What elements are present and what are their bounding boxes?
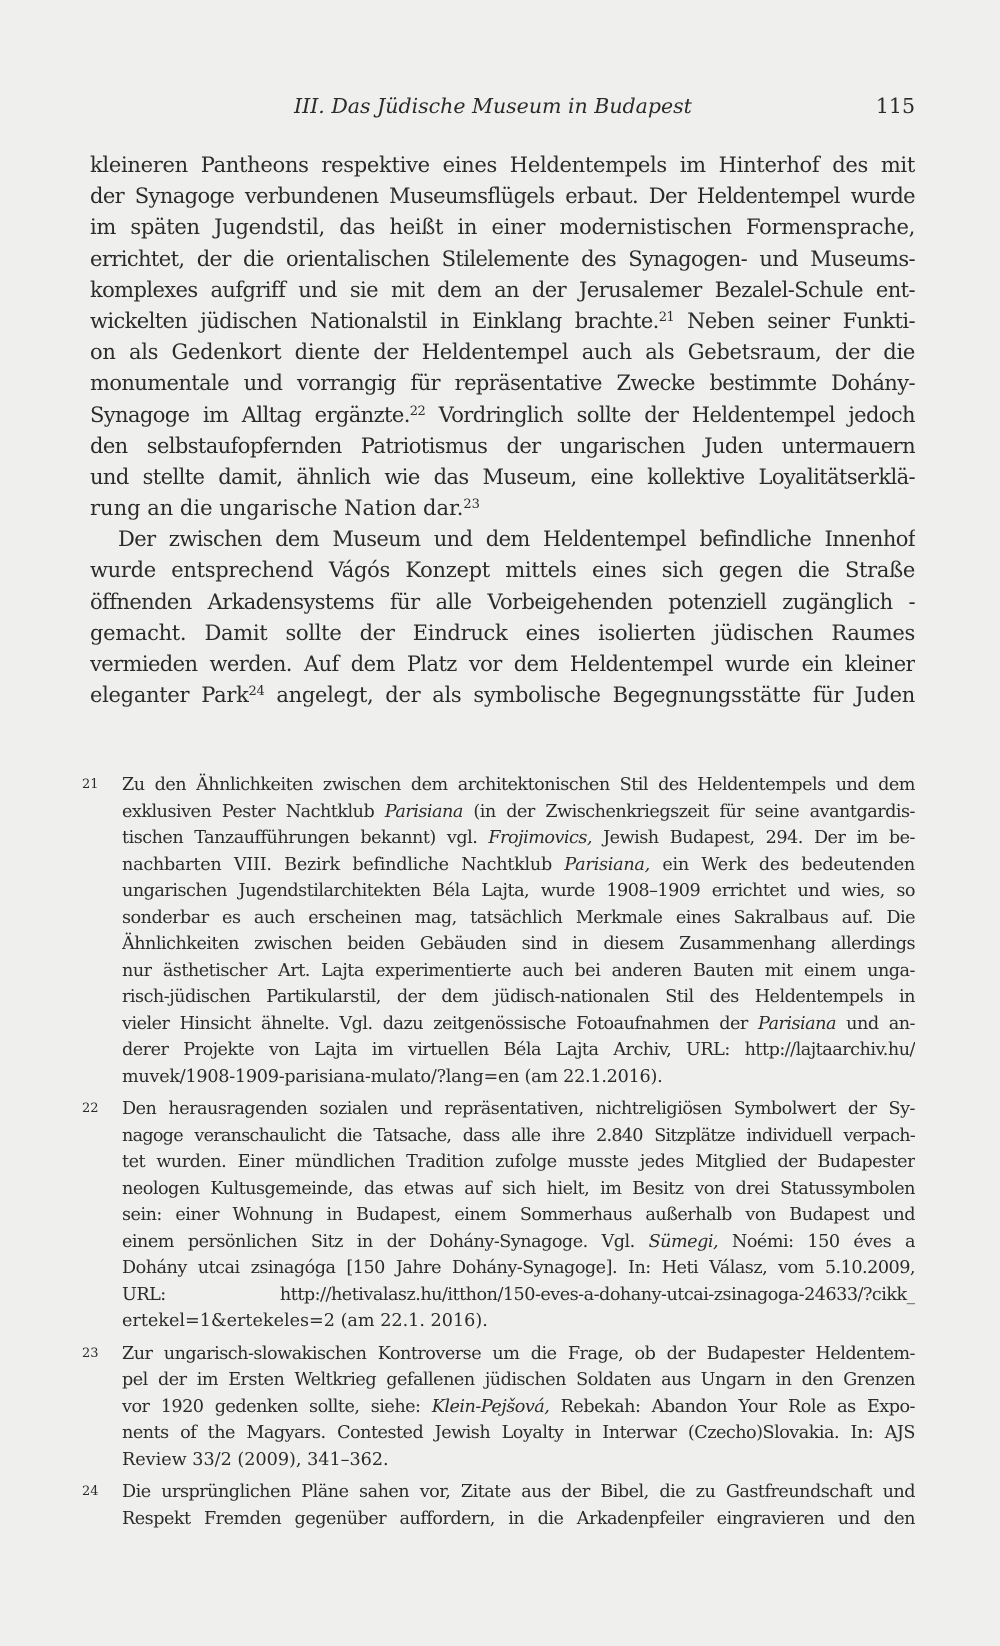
footnote-24 [82, 1479, 915, 1532]
text-line: on als Gedenkort diente der Heldentempel auch als Gebetsraum, der die [90, 340, 915, 365]
text-line: und stellte damit, ähnlich wie das Museum, eine kollektive Loyalitätserklä- [90, 464, 915, 489]
footnote-line: nagoge veranschaulicht die Tatsache, dass alle ihre 2.840 Sitzplätze individuell verpach- [122, 1125, 915, 1146]
text-line: gemacht. Damit sollte der Eindruck eines isolierten jüdischen Raumes [90, 620, 915, 645]
footnote-ref[interactable]: 22 [409, 403, 426, 419]
page-number: 115 [875, 94, 915, 118]
text-line: vermieden werden. Auf dem Platz vor dem Heldentempel wurde ein kleiner [90, 652, 915, 676]
footnote-line: URL: http://hetivalasz.hu/itthon/150-eves-a-dohany-utcai-zsinagoga-24633/?cikk_ [122, 1284, 915, 1305]
footnote-line: nachbarten VIII. Bezirk befindliche Nachtklub Parisiana, ein Werk des bedeutenden [122, 854, 915, 875]
text-line: im späten Jugendstil, das heißt in einer modernistischen Formensprache, [90, 215, 915, 240]
text-line: errichtet, der die orientalischen Stilelemente des Synagogen- und Museums- [90, 246, 915, 271]
footnote-line: Review 33/2 (2009), 341–362. [122, 1449, 389, 1470]
footnote-line: ertekel=1&ertekeles=2 (am 22.1. 2016). [122, 1311, 488, 1331]
paragraph-2 [90, 524, 915, 711]
text-line: Synagoge im Alltag ergänzte.$^{22}$ Vordringlich sollte der Heldentempel jedoch [90, 402, 915, 427]
text-line: öffnenden Arkadensystems für alle Vorbeigehenden potenziell zugänglich - [90, 589, 915, 614]
main-text [90, 150, 915, 711]
running-title: III. Das Jüdische Museum in Budapest [294, 94, 692, 118]
footnotes [82, 772, 915, 1538]
footnote-line: vor 1920 gedenken sollte, siehe: Klein-Pejšová, Rebekah: Abandon Your Role as Expo- [122, 1396, 915, 1417]
footnote-line: Zur ungarisch-slowakischen Kontroverse um die Frage, ob der Budapester Heldentem- [122, 1343, 915, 1364]
footnote-line: Respekt Fremden gegenüber auffordern, in die Arkadenpfeiler eingravieren und den [122, 1508, 915, 1529]
footnote-number: 22 [82, 1101, 99, 1116]
text-line: monumentale und vorrangig für repräsentative Zwecke bestimmte Dohány- [90, 371, 915, 396]
text-line: komplexes aufgriff und sie mit dem an der Jerusalemer Bezalel-Schule ent- [90, 277, 915, 302]
footnote-line: tischen Tanzaufführungen bekannt) vgl. Frojimovics, Jewish Budapest, 294. Der im be- [122, 828, 915, 848]
footnote-22 [82, 1096, 915, 1335]
footnote-line: neologen Kultusgemeinde, das etwas auf sich hielt, im Besitz von drei Statussymbolen [122, 1178, 915, 1199]
footnote-line: Den herausragenden sozialen und repräsentativen, nichtreligiösen Symbolwert der Sy- [122, 1099, 915, 1119]
footnote-line: Ähnlichkeiten zwischen beiden Gebäuden sind in diesem Zusammenhang allerdings [122, 934, 915, 954]
footnote-line: sonderbar es auch erscheinen mag, tatsächlich Merkmale eines Sakralbaus auf. Die [122, 907, 915, 928]
text-line: eleganter Park$^{24}$ angelegt, der als symbolische Begegnungsstätte für Juden [90, 683, 915, 708]
footnote-line: nents of the Magyars. Contested Jewish Loyalty in Interwar (Czecho)Slovakia. In: AJS [122, 1423, 915, 1443]
paragraph-1 [90, 150, 915, 524]
footnote-line: Die ursprünglichen Pläne sahen vor, Zitate aus der Bibel, die zu Gastfreundschaft und [122, 1482, 915, 1502]
footnote-line: tet wurden. Einer mündlichen Tradition zufolge musste jedes Mitglied der Budapester [122, 1152, 915, 1172]
footnote-23 [82, 1341, 915, 1474]
footnote-line: einem persönlichen Sitz in der Dohány-Synagoge. Vgl. Sümegi, Noémi: 150 éves a [122, 1231, 915, 1252]
footnote-number: 23 [82, 1345, 99, 1361]
footnote-line: Dohány utcai zsinagóga [150 Jahre Dohány-Synagoge]. In: Heti Válasz, vom 5.10.2009, [122, 1258, 915, 1278]
footnote-line: exklusiven Pester Nachtklub Parisiana (in der Zwischenkriegszeit für seine avantgardis- [122, 801, 915, 822]
footnote-line: nur ästhetischer Art. Lajta experimentierte auch bei anderen Bauten mit einem unga- [122, 960, 915, 981]
footnote-ref[interactable]: 24 [248, 684, 265, 700]
footnote-number: 21 [82, 777, 99, 792]
text-line: kleineren Pantheons respektive eines Heldentempels im Hinterhof des mit [90, 153, 915, 177]
footnote-21 [82, 772, 915, 1090]
footnote-line: derer Projekte von Lajta im virtuellen Béla Lajta Archiv, URL: http://lajtaarchiv.hu/ [122, 1040, 915, 1060]
footnote-number: 24 [82, 1484, 99, 1499]
text-line: wurde entsprechend Vágós Konzept mittels eines sich gegen die Straße [90, 558, 915, 583]
text-line: wickelten jüdischen Nationalstil in Einklang brachte.$^{21}$ Neben seiner Funkti- [90, 308, 915, 333]
text-line: rung an die ungarische Nation dar.$^{23}$ [90, 496, 480, 521]
footnote-line: Zu den Ähnlichkeiten zwischen dem architektonischen Stil des Heldentempels und dem [122, 775, 915, 795]
text-line: den selbstaufopfernden Patriotismus der ungarischen Juden untermauern [90, 433, 915, 458]
page-header [90, 88, 915, 124]
footnote-line: muvek/1908-1909-parisiana-mulato/?lang=en (am 22.1.2016). [122, 1066, 663, 1087]
footnote-line: pel der im Ersten Weltkrieg gefallenen jüdischen Soldaten aus Ungarn in den Grenzen [122, 1370, 915, 1390]
text-line: Der zwischen dem Museum und dem Heldentempel befindliche Innenhof [118, 527, 915, 552]
footnote-ref[interactable]: 23 [463, 496, 480, 512]
footnote-line: ungarischen Jugendstilarchitekten Béla Lajta, wurde 1908–1909 errichtet und wies, so [122, 881, 915, 901]
footnote-line: sein: einer Wohnung in Budapest, einem Sommerhaus außerhalb von Budapest und [122, 1205, 915, 1225]
text-line: der Synagoge verbundenen Museumsflügels erbaut. Der Heldentempel wurde [90, 184, 915, 209]
footnote-line: vieler Hinsicht ähnelte. Vgl. dazu zeitgenössische Fotoaufnahmen der Parisiana und an- [122, 1013, 915, 1034]
footnote-ref[interactable]: 21 [658, 309, 675, 325]
footnote-line: risch-jüdischen Partikularstil, der dem jüdisch-nationalen Stil des Heldentempels in [122, 987, 915, 1007]
